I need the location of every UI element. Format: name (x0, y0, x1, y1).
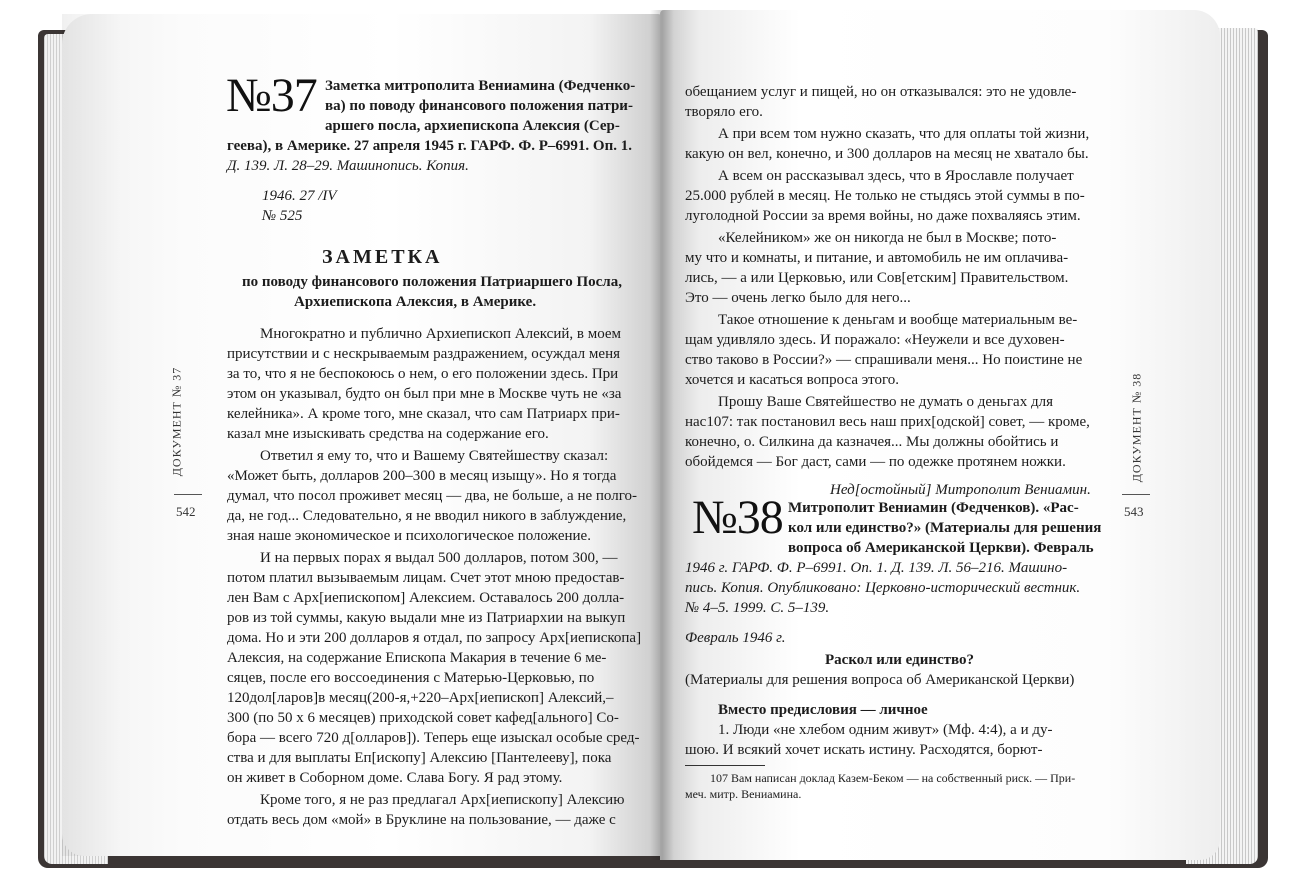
body-line: Прошу Ваше Святейшество не думать о деньгах для (718, 394, 1053, 410)
body-line: конечно, о. Силкина да казначея... Мы должны обойтись и (685, 434, 1059, 450)
body-line: лен Вам с Арх[иепископом] Алексием. Оставалось 200 долла- (227, 590, 625, 606)
body-line: лись, — а или Церковью, или Сов[етским] Правительством. (685, 270, 1069, 286)
running-head: ДОКУМЕНТ № 37 (169, 366, 184, 477)
heading-line: ва) по поводу финансового положения патри- (325, 98, 633, 114)
body-line: шою. И всякий хочет искать истину. Расходятся, борют- (685, 742, 1043, 758)
body-line: Такое отношение к деньгам и вообще материальным ве- (718, 312, 1078, 328)
heading-line: № 4–5. 1999. С. 5–139. (685, 600, 830, 616)
body-line: ство таково в России?» — спрашивали меня... Но поистине не (685, 352, 1083, 368)
body-line: какую он вел, конечно, и 300 долларов на месяц не хватало бы. (685, 146, 1089, 162)
left-page (62, 14, 662, 856)
body-line: щам удивляло здесь. И поражало: «Неужели и все духовен- (685, 332, 1065, 348)
body-line: ства и для выплаты Еп[ископу] Алексию [Пантелееву], пока (227, 750, 612, 766)
running-head: ДОКУМЕНТ № 38 (1129, 372, 1144, 483)
footnote-line: меч. митр. Вениамина. (685, 787, 802, 801)
body-line: Алексия, на содержание Епископа Макария в течение 6 ме- (227, 650, 607, 666)
subtitle-line: по поводу финансового положения Патриаршего Посла, (242, 274, 622, 290)
body-line: «Келейником» же он никогда не был в Москве; пото- (718, 230, 1057, 246)
heading-line: геева), в Америке. 27 апреля 1945 г. ГАРФ. Ф. Р–6991. Оп. 1. (227, 138, 632, 154)
heading-line: вопроса об Американской Церкви). Февраль (788, 540, 1094, 556)
body-line: думал, что посол проживет месяц — два, не больше, а не полго- (227, 488, 637, 504)
body-line: 1. Люди «не хлебом одним живут» (Мф. 4:4), а и ду- (718, 722, 1053, 738)
body-line: зная наше экономическое и психологическое положение. (227, 528, 591, 544)
body-line: хочется и касаться вопроса этого. (685, 372, 900, 388)
body-line: Многократно и публично Архиепископ Алексий, в моем (260, 326, 622, 342)
book-gutter (650, 10, 674, 860)
heading-line: Заметка митрополита Вениамина (Федченко- (325, 78, 636, 94)
body-line: «Может быть, долларов 200–300 в месяц изыщу». Но я тогда (227, 468, 617, 484)
body-line: нас107: так постановил весь наш прих[одской] совет, — кроме, (685, 414, 1090, 430)
body-line: келейника». А кроме того, мне сказал, что сам Патриарх при- (227, 406, 620, 422)
body-line: казал мне изыскивать средства на содержание его. (227, 426, 549, 442)
number-line: № 525 (262, 208, 303, 224)
body-line: 300 (по 50 х 6 месяцев) приходской совет кафед[ального] Со- (227, 710, 619, 726)
body-line: сяцев, после его воссоединения с Матерью-Церковью, по (227, 670, 595, 686)
body-line: за то, что я не беспокоюсь о нем, о его положении здесь. При (227, 366, 619, 382)
signature: Нед[остойный] Митрополит Вениамин. (830, 482, 1091, 498)
doc-number-37: №37 (226, 69, 317, 122)
body-line: отдать весь дом «мой» в Бруклине на пользование, — даже с (227, 812, 616, 828)
footnote-line: 107 Вам написан доклад Казем-Беком — на собственный риск. — При- (710, 771, 1076, 785)
body-line: потом платил вызываемым лицам. Счет этот мною предостав- (227, 570, 625, 586)
body-line: обещанием услуг и пищей, но он отказывался: это не удовле- (685, 84, 1077, 100)
body-line: присутствии и с нескрываемым раздражением, осуждал меня (227, 346, 620, 362)
document-subtitle: (Материалы для решения вопроса об Американской Церкви) (685, 672, 1075, 688)
doc-number-38: №38 (692, 491, 783, 544)
body-line: И на первых порах я выдал 500 долларов, потом 300, — (260, 550, 618, 566)
body-line: обойдемся — Бог даст, сами — по одежке протянем ножки. (685, 454, 1066, 470)
section-heading: Вместо предисловия — личное (718, 702, 928, 718)
heading-line: Митрополит Вениамин (Федченков). «Рас- (788, 500, 1079, 516)
page-number: 542 (176, 504, 196, 519)
heading-line: кол или единство?» (Материалы для решения (788, 520, 1102, 536)
body-line: творяло его. (685, 104, 763, 120)
body-line: Ответил я ему то, что и Вашему Святейшеству сказал: (260, 448, 609, 464)
body-line: бора — всего 720 д[олларов]). Теперь еще изыскал особые сред- (227, 730, 640, 746)
body-line: 120дол[ларов]в месяц(200-я,+220–Арх[иепископ] Алексий,– (227, 690, 614, 706)
body-line: этом он указывал, будто он был при мне в Москве чуть не «за (227, 386, 622, 402)
page-number-rule (1122, 494, 1150, 495)
heading-line: пись. Копия. Опубликовано: Церковно-исторический вестник. (685, 580, 1081, 596)
date-line: Февраль 1946 г. (685, 630, 786, 646)
heading-line: 1946 г. ГАРФ. Ф. Р–6991. Оп. 1. Д. 139. Л. 56–216. Машино- (685, 560, 1068, 576)
right-page (660, 10, 1220, 860)
body-line: 25.000 рублей в месяц. Не только не стыдясь этой суммы в по- (685, 188, 1085, 204)
footnote-rule (685, 765, 765, 766)
document-title: Раскол или единство? (825, 652, 975, 668)
subtitle-line: Архиепископа Алексия, в Америке. (294, 294, 537, 310)
heading-line: аршего посла, архиепископа Алексия (Сер- (325, 118, 620, 134)
body-line: ров из той суммы, какую выдали мне из Патриархии на выкуп (227, 610, 626, 626)
page-number-rule (174, 494, 202, 495)
body-line: А всем он рассказывал здесь, что в Ярославле получает (718, 168, 1074, 184)
body-line: луголодной России за время войны, но даже похваляясь этим. (685, 208, 1081, 224)
body-line: А при всем том нужно сказать, что для оплаты той жизни, (718, 126, 1090, 142)
heading-line: Д. 139. Л. 28–29. Машинопись. Копия. (227, 158, 469, 174)
body-line: Это — очень легко было для него... (685, 290, 911, 306)
date-line: 1946. 27 /IV (262, 188, 337, 204)
body-line: он живет в Соборном доме. Слава Богу. Я рад этому. (227, 770, 563, 786)
body-line: му что и комнаты, и питание, и автомобиль не им оплачива- (685, 250, 1069, 266)
page-number: 543 (1124, 504, 1144, 519)
body-line: Кроме того, я не раз предлагал Арх[иепископу] Алексию (260, 792, 625, 808)
body-line: дома. Но и эти 200 долларов я отдал, по запросу Арх[иепископа] (227, 630, 642, 646)
body-line: да, не год... Следовательно, я не вводил никого в заблуждение, (227, 508, 627, 524)
document-title: ЗАМЕТКА (322, 246, 443, 268)
